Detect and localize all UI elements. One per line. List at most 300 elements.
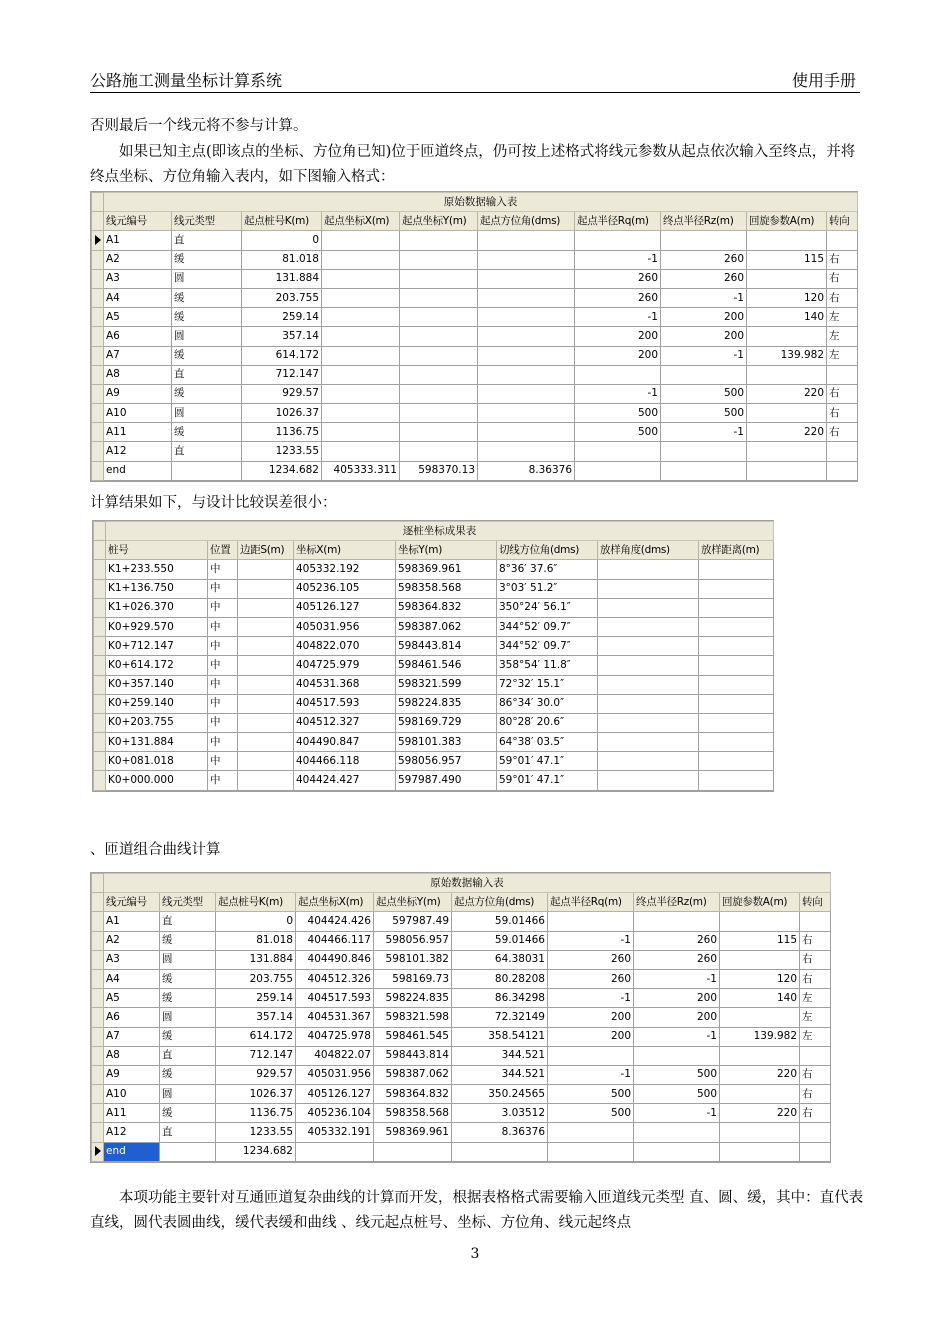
- table-cell[interactable]: 中: [208, 694, 238, 713]
- row-selector[interactable]: [92, 912, 104, 931]
- table-cell[interactable]: 120: [720, 969, 800, 988]
- table-cell[interactable]: 直: [172, 442, 242, 461]
- table-row[interactable]: [92, 931, 831, 950]
- table-cell[interactable]: [827, 461, 858, 480]
- table-cell[interactable]: [699, 560, 774, 579]
- table-cell[interactable]: 404424.427: [294, 771, 396, 790]
- table-cell[interactable]: 1026.37: [242, 404, 322, 423]
- table-row[interactable]: [92, 1123, 831, 1142]
- table-cell[interactable]: [400, 365, 478, 384]
- table-cell[interactable]: 1233.55: [242, 442, 322, 461]
- column-header[interactable]: 起点坐标Y(m): [400, 212, 478, 231]
- table-cell[interactable]: [400, 442, 478, 461]
- table-cell[interactable]: 139.982: [747, 346, 827, 365]
- table-cell[interactable]: A10: [104, 404, 172, 423]
- table-cell[interactable]: 80.28208: [452, 969, 548, 988]
- table-cell[interactable]: 344°52′ 09.7″: [497, 617, 598, 636]
- column-header[interactable]: 线元类型: [172, 212, 242, 231]
- table-cell[interactable]: 500: [634, 1065, 720, 1084]
- table-cell[interactable]: -1: [634, 969, 720, 988]
- table-cell[interactable]: 右: [800, 931, 831, 950]
- table-row[interactable]: [94, 713, 774, 732]
- table-row[interactable]: [94, 752, 774, 771]
- table-cell[interactable]: [400, 346, 478, 365]
- table-cell[interactable]: 598364.832: [396, 598, 497, 617]
- row-selector[interactable]: [92, 327, 104, 346]
- table-cell[interactable]: 200: [575, 327, 661, 346]
- table-cell[interactable]: [634, 912, 720, 931]
- table-cell[interactable]: [400, 404, 478, 423]
- table-cell[interactable]: 圆: [160, 1008, 216, 1027]
- table-cell[interactable]: 405126.127: [296, 1085, 374, 1104]
- table-cell[interactable]: 597987.49: [374, 912, 452, 931]
- table-cell[interactable]: [720, 1085, 800, 1104]
- table-cell[interactable]: [827, 231, 858, 250]
- table-cell[interactable]: 直: [172, 365, 242, 384]
- table-cell[interactable]: 712.147: [216, 1046, 296, 1065]
- table-cell[interactable]: [400, 250, 478, 269]
- table-cell[interactable]: [478, 327, 575, 346]
- table-cell[interactable]: [827, 442, 858, 461]
- table-cell[interactable]: 120: [747, 288, 827, 307]
- table-cell[interactable]: K1+026.370: [106, 598, 208, 617]
- table-row[interactable]: [94, 579, 774, 598]
- table-cell[interactable]: 缓: [172, 384, 242, 403]
- table-cell[interactable]: 1234.682: [242, 461, 322, 480]
- table-cell[interactable]: 598224.835: [396, 694, 497, 713]
- table-cell[interactable]: [699, 752, 774, 771]
- table-cell[interactable]: [400, 288, 478, 307]
- table-cell[interactable]: 0: [216, 912, 296, 931]
- table-cell[interactable]: [322, 404, 400, 423]
- table-cell[interactable]: 598101.383: [396, 733, 497, 752]
- table-row[interactable]: [92, 308, 858, 327]
- table-cell[interactable]: -1: [548, 1065, 634, 1084]
- table-cell[interactable]: -1: [575, 384, 661, 403]
- table-cell[interactable]: [720, 1123, 800, 1142]
- table-cell[interactable]: [575, 365, 661, 384]
- table-cell[interactable]: [478, 423, 575, 442]
- table-cell[interactable]: A12: [104, 1123, 160, 1142]
- table-cell[interactable]: 直: [160, 1046, 216, 1065]
- table-cell[interactable]: 中: [208, 752, 238, 771]
- table-cell[interactable]: 260: [548, 950, 634, 969]
- table-cell[interactable]: [598, 579, 699, 598]
- table-cell[interactable]: [400, 308, 478, 327]
- table-row[interactable]: [92, 1008, 831, 1027]
- row-selector[interactable]: [92, 231, 104, 250]
- table-cell[interactable]: 140: [720, 989, 800, 1008]
- table-cell[interactable]: [699, 694, 774, 713]
- table-cell[interactable]: 右: [827, 404, 858, 423]
- table-cell[interactable]: A2: [104, 931, 160, 950]
- table-cell[interactable]: [452, 1142, 548, 1161]
- table-cell[interactable]: 200: [575, 346, 661, 365]
- table-cell[interactable]: 中: [208, 617, 238, 636]
- table-cell[interactable]: [238, 617, 294, 636]
- row-selector[interactable]: [92, 423, 104, 442]
- table-cell[interactable]: 259.14: [216, 989, 296, 1008]
- table-cell[interactable]: 404531.367: [296, 1008, 374, 1027]
- table-cell[interactable]: [699, 656, 774, 675]
- table-cell[interactable]: [322, 365, 400, 384]
- table-cell[interactable]: 右: [827, 423, 858, 442]
- table-cell[interactable]: 直: [172, 231, 242, 250]
- table-cell[interactable]: [827, 365, 858, 384]
- table-cell[interactable]: 缓: [172, 423, 242, 442]
- table-cell[interactable]: 140: [747, 308, 827, 327]
- table-cell[interactable]: [478, 231, 575, 250]
- table-cell[interactable]: [238, 771, 294, 790]
- table-cell[interactable]: 404424.426: [296, 912, 374, 931]
- table-cell[interactable]: [478, 384, 575, 403]
- table-cell[interactable]: 64°38′ 03.5″: [497, 733, 598, 752]
- table-cell[interactable]: A9: [104, 1065, 160, 1084]
- table-cell[interactable]: A10: [104, 1085, 160, 1104]
- table-cell[interactable]: A3: [104, 950, 160, 969]
- table-cell[interactable]: 598224.835: [374, 989, 452, 1008]
- table-cell[interactable]: 72°32′ 15.1″: [497, 675, 598, 694]
- result-table[interactable]: [92, 520, 774, 792]
- table-cell[interactable]: 64.38031: [452, 950, 548, 969]
- table-cell[interactable]: K0+357.140: [106, 675, 208, 694]
- table-cell[interactable]: [238, 694, 294, 713]
- table-cell[interactable]: 缓: [160, 1027, 216, 1046]
- table-cell[interactable]: 203.755: [242, 288, 322, 307]
- table-cell[interactable]: [548, 1046, 634, 1065]
- column-header[interactable]: 放样距离(m): [699, 541, 774, 560]
- table-cell[interactable]: K0+614.172: [106, 656, 208, 675]
- table-cell[interactable]: [747, 461, 827, 480]
- column-header[interactable]: 位置: [208, 541, 238, 560]
- table-cell[interactable]: 缓: [160, 969, 216, 988]
- column-header[interactable]: 转向: [800, 893, 831, 912]
- table-cell[interactable]: 614.172: [242, 346, 322, 365]
- table-cell[interactable]: 1136.75: [216, 1104, 296, 1123]
- row-selector[interactable]: [92, 989, 104, 1008]
- table-cell[interactable]: A5: [104, 989, 160, 1008]
- table-cell[interactable]: [478, 288, 575, 307]
- table-cell[interactable]: 614.172: [216, 1027, 296, 1046]
- table-cell[interactable]: -1: [575, 308, 661, 327]
- table-cell[interactable]: 405236.104: [296, 1104, 374, 1123]
- table-cell[interactable]: [322, 423, 400, 442]
- table-cell[interactable]: 缓: [172, 346, 242, 365]
- table-cell[interactable]: 598443.814: [374, 1046, 452, 1065]
- table-cell[interactable]: -1: [661, 346, 747, 365]
- table-cell[interactable]: 右: [800, 950, 831, 969]
- table-cell[interactable]: 598387.062: [374, 1065, 452, 1084]
- table-cell[interactable]: -1: [634, 1104, 720, 1123]
- input-table-2[interactable]: [90, 872, 831, 1163]
- table-cell[interactable]: -1: [548, 989, 634, 1008]
- table-cell[interactable]: 597987.490: [396, 771, 497, 790]
- table-cell[interactable]: 中: [208, 733, 238, 752]
- table-cell[interactable]: 200: [634, 1008, 720, 1027]
- table-cell[interactable]: 598387.062: [396, 617, 497, 636]
- table-cell[interactable]: 8.36376: [478, 461, 575, 480]
- table-cell[interactable]: 598169.73: [374, 969, 452, 988]
- table-cell[interactable]: 404490.846: [296, 950, 374, 969]
- table-cell[interactable]: [238, 579, 294, 598]
- row-selector[interactable]: [92, 346, 104, 365]
- table-cell[interactable]: 598461.545: [374, 1027, 452, 1046]
- table-cell[interactable]: 260: [634, 931, 720, 950]
- table-cell[interactable]: [238, 637, 294, 656]
- table-cell[interactable]: A6: [104, 327, 172, 346]
- column-header[interactable]: 转向: [827, 212, 858, 231]
- table-cell[interactable]: [322, 346, 400, 365]
- column-header[interactable]: 终点半径Rz(m): [661, 212, 747, 231]
- table-cell[interactable]: 圆: [172, 327, 242, 346]
- table-cell[interactable]: 260: [575, 288, 661, 307]
- table-cell[interactable]: [598, 598, 699, 617]
- table-cell[interactable]: 260: [548, 969, 634, 988]
- table-cell[interactable]: 598364.832: [374, 1085, 452, 1104]
- table-cell[interactable]: [238, 733, 294, 752]
- table-cell[interactable]: [720, 1046, 800, 1065]
- table-cell[interactable]: 404531.368: [294, 675, 396, 694]
- table-cell[interactable]: 200: [634, 989, 720, 1008]
- table-cell[interactable]: A7: [104, 346, 172, 365]
- table-row[interactable]: [94, 733, 774, 752]
- table-cell[interactable]: [699, 637, 774, 656]
- row-selector[interactable]: [92, 1142, 104, 1161]
- table-cell[interactable]: 131.884: [242, 269, 322, 288]
- column-header[interactable]: 起点方位角(dms): [452, 893, 548, 912]
- input-table-1[interactable]: [90, 191, 858, 482]
- table-row[interactable]: [92, 461, 858, 480]
- table-cell[interactable]: [478, 250, 575, 269]
- table-cell[interactable]: -1: [575, 250, 661, 269]
- table-cell[interactable]: [598, 675, 699, 694]
- table-cell[interactable]: 72.32149: [452, 1008, 548, 1027]
- table-cell[interactable]: A8: [104, 365, 172, 384]
- table-cell[interactable]: [598, 752, 699, 771]
- table-cell[interactable]: 59°01′ 47.1″: [497, 771, 598, 790]
- column-header[interactable]: 起点坐标X(m): [296, 893, 374, 912]
- table-cell[interactable]: 右: [827, 269, 858, 288]
- row-selector[interactable]: [92, 384, 104, 403]
- table-cell[interactable]: 圆: [160, 950, 216, 969]
- table-cell[interactable]: [634, 1046, 720, 1065]
- column-header[interactable]: 坐标Y(m): [396, 541, 497, 560]
- table-cell[interactable]: [699, 733, 774, 752]
- column-header[interactable]: 起点桩号K(m): [216, 893, 296, 912]
- table-row[interactable]: [94, 675, 774, 694]
- table-cell[interactable]: 500: [634, 1085, 720, 1104]
- table-cell[interactable]: 右: [800, 1104, 831, 1123]
- table-cell[interactable]: [322, 231, 400, 250]
- table-cell[interactable]: 中: [208, 675, 238, 694]
- column-header[interactable]: 线元编号: [104, 893, 160, 912]
- table-cell[interactable]: K0+203.755: [106, 713, 208, 732]
- table-cell[interactable]: 220: [747, 384, 827, 403]
- row-selector[interactable]: [94, 733, 106, 752]
- table-cell[interactable]: -1: [634, 1027, 720, 1046]
- table-cell[interactable]: 344°52′ 09.7″: [497, 637, 598, 656]
- table-cell[interactable]: -1: [661, 423, 747, 442]
- table-cell[interactable]: [322, 384, 400, 403]
- table-cell[interactable]: [747, 231, 827, 250]
- table-row[interactable]: [94, 560, 774, 579]
- table-cell[interactable]: 1136.75: [242, 423, 322, 442]
- table-cell[interactable]: K0+259.140: [106, 694, 208, 713]
- table-cell[interactable]: 220: [747, 423, 827, 442]
- table-cell[interactable]: 500: [575, 423, 661, 442]
- table-row[interactable]: [94, 656, 774, 675]
- table-cell[interactable]: 500: [661, 384, 747, 403]
- table-cell[interactable]: [548, 912, 634, 931]
- table-cell[interactable]: [699, 675, 774, 694]
- table-cell[interactable]: 缓: [172, 250, 242, 269]
- table-cell[interactable]: [634, 1123, 720, 1142]
- row-selector[interactable]: [92, 1008, 104, 1027]
- table-cell[interactable]: [720, 950, 800, 969]
- column-header[interactable]: 起点方位角(dms): [478, 212, 575, 231]
- table-row[interactable]: [92, 1142, 831, 1161]
- table-cell[interactable]: 220: [720, 1104, 800, 1123]
- table-cell[interactable]: 404466.118: [294, 752, 396, 771]
- table-cell[interactable]: 200: [548, 1027, 634, 1046]
- table-cell[interactable]: A2: [104, 250, 172, 269]
- table-cell[interactable]: 中: [208, 579, 238, 598]
- table-cell[interactable]: 左: [827, 346, 858, 365]
- table-cell[interactable]: [172, 461, 242, 480]
- table-cell[interactable]: 404517.593: [294, 694, 396, 713]
- table-row[interactable]: [94, 617, 774, 636]
- table-cell[interactable]: [747, 327, 827, 346]
- table-cell[interactable]: A12: [104, 442, 172, 461]
- table-cell[interactable]: 右: [827, 384, 858, 403]
- table-cell[interactable]: 598321.598: [374, 1008, 452, 1027]
- column-header[interactable]: 线元编号: [104, 212, 172, 231]
- table-row[interactable]: [92, 231, 858, 250]
- row-selector[interactable]: [92, 250, 104, 269]
- table-cell[interactable]: [478, 346, 575, 365]
- table-cell[interactable]: 3.03512: [452, 1104, 548, 1123]
- table-row[interactable]: [92, 288, 858, 307]
- table-cell[interactable]: 405333.311: [322, 461, 400, 480]
- table-cell[interactable]: 598369.961: [374, 1123, 452, 1142]
- row-selector[interactable]: [92, 969, 104, 988]
- table-cell[interactable]: [238, 752, 294, 771]
- table-cell[interactable]: 右: [827, 250, 858, 269]
- table-cell[interactable]: [699, 617, 774, 636]
- table-cell[interactable]: A9: [104, 384, 172, 403]
- table-cell[interactable]: K0+081.018: [106, 752, 208, 771]
- table-row[interactable]: [92, 989, 831, 1008]
- row-selector[interactable]: [92, 269, 104, 288]
- table-cell[interactable]: [548, 1142, 634, 1161]
- table-cell[interactable]: [322, 250, 400, 269]
- table-row[interactable]: [92, 365, 858, 384]
- table-cell[interactable]: 405031.956: [296, 1065, 374, 1084]
- table-cell[interactable]: 598056.957: [396, 752, 497, 771]
- table-row[interactable]: [92, 1085, 831, 1104]
- table-cell[interactable]: A6: [104, 1008, 160, 1027]
- table-cell[interactable]: 中: [208, 598, 238, 617]
- table-cell[interactable]: 139.982: [720, 1027, 800, 1046]
- table-cell[interactable]: 598443.814: [396, 637, 497, 656]
- table-cell[interactable]: [598, 656, 699, 675]
- table-cell[interactable]: [598, 733, 699, 752]
- table-cell[interactable]: [160, 1142, 216, 1161]
- table-cell[interactable]: 中: [208, 771, 238, 790]
- table-cell[interactable]: A3: [104, 269, 172, 288]
- table-cell[interactable]: [661, 231, 747, 250]
- table-cell[interactable]: A1: [104, 912, 160, 931]
- table-cell[interactable]: A11: [104, 423, 172, 442]
- table-row[interactable]: [92, 384, 858, 403]
- table-cell[interactable]: [598, 713, 699, 732]
- table-cell[interactable]: 404822.07: [296, 1046, 374, 1065]
- table-cell[interactable]: 1234.682: [216, 1142, 296, 1161]
- table-cell[interactable]: 259.14: [242, 308, 322, 327]
- row-selector[interactable]: [94, 560, 106, 579]
- column-header[interactable]: 起点桩号K(m): [242, 212, 322, 231]
- table-cell[interactable]: 260: [575, 269, 661, 288]
- table-cell[interactable]: 200: [661, 308, 747, 327]
- table-cell[interactable]: [478, 442, 575, 461]
- table-cell[interactable]: 404512.326: [296, 969, 374, 988]
- table-cell[interactable]: 115: [747, 250, 827, 269]
- table-cell[interactable]: 358.54121: [452, 1027, 548, 1046]
- table-cell[interactable]: K0+712.147: [106, 637, 208, 656]
- table-cell[interactable]: A5: [104, 308, 172, 327]
- row-selector[interactable]: [94, 579, 106, 598]
- table-cell[interactable]: 203.755: [216, 969, 296, 988]
- table-cell[interactable]: 500: [548, 1104, 634, 1123]
- table-row[interactable]: [92, 269, 858, 288]
- table-cell[interactable]: 1233.55: [216, 1123, 296, 1142]
- table-cell[interactable]: 598358.568: [374, 1104, 452, 1123]
- column-header[interactable]: 回旋参数A(m): [747, 212, 827, 231]
- table-cell[interactable]: 缓: [160, 989, 216, 1008]
- table-row[interactable]: [92, 950, 831, 969]
- table-cell[interactable]: [800, 1046, 831, 1065]
- table-cell[interactable]: K0+000.000: [106, 771, 208, 790]
- row-selector[interactable]: [92, 442, 104, 461]
- row-selector[interactable]: [94, 675, 106, 694]
- table-cell[interactable]: 404822.070: [294, 637, 396, 656]
- table-cell[interactable]: [400, 231, 478, 250]
- table-cell[interactable]: [238, 713, 294, 732]
- row-selector[interactable]: [94, 752, 106, 771]
- table-cell[interactable]: [699, 598, 774, 617]
- table-row[interactable]: [92, 327, 858, 346]
- table-cell[interactable]: A7: [104, 1027, 160, 1046]
- table-cell[interactable]: -1: [661, 288, 747, 307]
- table-cell[interactable]: 中: [208, 637, 238, 656]
- table-cell[interactable]: 598169.729: [396, 713, 497, 732]
- table-cell[interactable]: [699, 771, 774, 790]
- table-cell[interactable]: 350°24′ 56.1″: [497, 598, 598, 617]
- table-cell[interactable]: [747, 365, 827, 384]
- row-selector[interactable]: [92, 1104, 104, 1123]
- table-cell[interactable]: K0+131.884: [106, 733, 208, 752]
- table-cell[interactable]: 中: [208, 713, 238, 732]
- table-cell[interactable]: [238, 675, 294, 694]
- table-cell[interactable]: 86°34′ 30.0″: [497, 694, 598, 713]
- table-cell[interactable]: [322, 308, 400, 327]
- table-cell[interactable]: 598358.568: [396, 579, 497, 598]
- table-cell[interactable]: end: [104, 461, 172, 480]
- table-cell[interactable]: 405126.127: [294, 598, 396, 617]
- column-header[interactable]: 终点半径Rz(m): [634, 893, 720, 912]
- table-cell[interactable]: 中: [208, 560, 238, 579]
- table-cell[interactable]: [634, 1142, 720, 1161]
